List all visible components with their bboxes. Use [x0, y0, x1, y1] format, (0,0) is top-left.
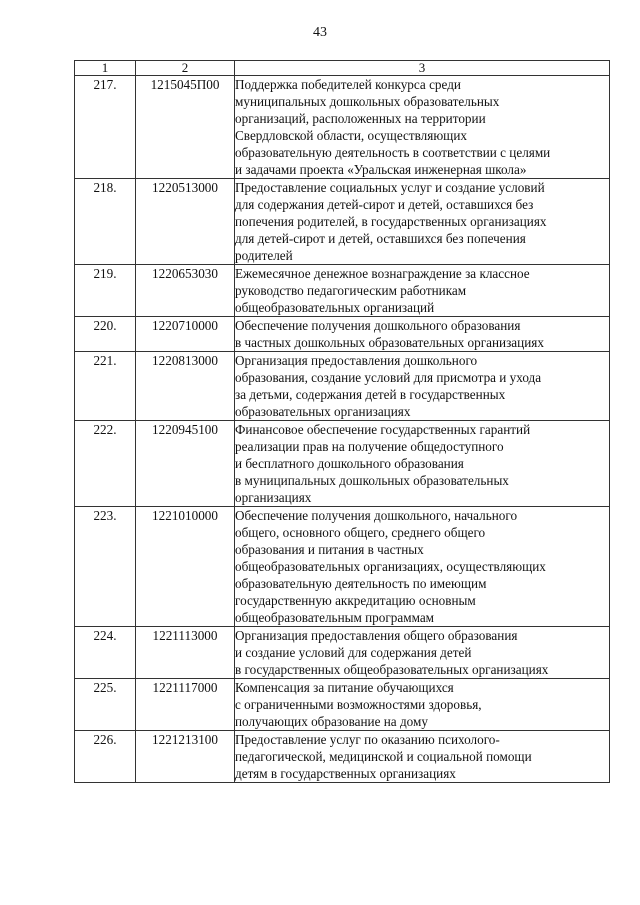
- row-code: 1220653030: [136, 265, 235, 317]
- description-line: Ежемесячное денежное вознаграждение за классное: [235, 266, 530, 281]
- description-line: общеобразовательных организаций: [235, 300, 435, 315]
- row-code: 1221213100: [136, 731, 235, 783]
- description-line: в муниципальных дошкольных образовательных: [235, 473, 509, 488]
- table-row: [75, 265, 610, 317]
- row-number: 219.: [75, 265, 136, 317]
- description-line: организаций, расположенных на территории: [235, 111, 486, 126]
- row-number: 217.: [75, 76, 136, 179]
- description-line: получающих образование на дому: [235, 714, 428, 729]
- description-line: и бесплатного дошкольного образования: [235, 456, 464, 471]
- row-code: 1215045П00: [136, 76, 235, 179]
- column-header-number: 1: [75, 61, 136, 76]
- row-code: 1220710000: [136, 317, 235, 352]
- description-line: и задачами проекта «Уральская инженерная школа»: [235, 162, 527, 177]
- table-row: [75, 421, 610, 507]
- row-description: [235, 76, 610, 179]
- table-row: [75, 679, 610, 731]
- row-number: 221.: [75, 352, 136, 421]
- description-line: в государственных общеобразовательных организациях: [235, 662, 549, 677]
- row-code: 1221113000: [136, 627, 235, 679]
- description-line: за детьми, содержания детей в государственных: [235, 387, 506, 402]
- budget-classification-table: [74, 60, 610, 783]
- description-line: с ограниченными возможностями здоровья,: [235, 697, 482, 712]
- description-line: руководство педагогическим работникам: [235, 283, 467, 298]
- row-description: [235, 679, 610, 731]
- row-description: [235, 352, 610, 421]
- row-code: 1221117000: [136, 679, 235, 731]
- column-header-description: 3: [235, 61, 610, 76]
- description-line: Организация предоставления общего образования: [235, 628, 518, 643]
- row-number: 224.: [75, 627, 136, 679]
- row-number: 220.: [75, 317, 136, 352]
- column-header-code: 2: [136, 61, 235, 76]
- description-line: Компенсация за питание обучающихся: [235, 680, 454, 695]
- description-line: общего, основного общего, среднего общего: [235, 525, 486, 540]
- description-line: для детей-сирот и детей, оставшихся без попечения: [235, 231, 526, 246]
- table-row: [75, 507, 610, 627]
- row-number: 226.: [75, 731, 136, 783]
- header-row: [75, 61, 610, 76]
- description-line: попечения родителей, в государственных организациях: [235, 214, 547, 229]
- description-line: и создание условий для содержания детей: [235, 645, 472, 660]
- description-line: родителей: [235, 248, 293, 263]
- description-line: образовательных организациях: [235, 404, 411, 419]
- row-description: [235, 179, 610, 265]
- table-row: [75, 627, 610, 679]
- row-description: [235, 627, 610, 679]
- description-line: в частных дошкольных образовательных организациях: [235, 335, 544, 350]
- row-code: 1221010000: [136, 507, 235, 627]
- description-line: образовательную деятельность по имеющим: [235, 576, 487, 591]
- description-line: Поддержка победителей конкурса среди: [235, 77, 461, 92]
- row-description: [235, 507, 610, 627]
- table-row: [75, 352, 610, 421]
- row-code: 1220945100: [136, 421, 235, 507]
- description-line: общеобразовательных организациях, осуществляющих: [235, 559, 546, 574]
- description-line: Финансовое обеспечение государственных гарантий: [235, 422, 531, 437]
- description-line: Свердловской области, осуществляющих: [235, 128, 467, 143]
- description-line: общеобразовательным программам: [235, 610, 435, 625]
- description-line: Обеспечение получения дошкольного образования: [235, 318, 521, 333]
- description-line: Организация предоставления дошкольного: [235, 353, 478, 368]
- description-line: детям в государственных организациях: [235, 766, 456, 781]
- description-line: Предоставление услуг по оказанию психолого-: [235, 732, 500, 747]
- table-row: [75, 76, 610, 179]
- description-line: Обеспечение получения дошкольного, начального: [235, 508, 518, 523]
- row-number: 222.: [75, 421, 136, 507]
- description-line: государственную аккредитацию основным: [235, 593, 476, 608]
- row-number: 225.: [75, 679, 136, 731]
- table-row: [75, 179, 610, 265]
- row-number: 218.: [75, 179, 136, 265]
- description-line: образования, создание условий для присмотра и ухода: [235, 370, 542, 385]
- description-line: образования и питания в частных: [235, 542, 424, 557]
- row-number: 223.: [75, 507, 136, 627]
- page-number: 43: [313, 25, 327, 40]
- table-row: [75, 317, 610, 352]
- row-description: [235, 731, 610, 783]
- description-line: Предоставление социальных услуг и создание условий: [235, 180, 545, 195]
- description-line: педагогической, медицинской и социальной помощи: [235, 749, 532, 764]
- row-code: 1220813000: [136, 352, 235, 421]
- row-description: [235, 317, 610, 352]
- description-line: реализации прав на получение общедоступного: [235, 439, 504, 454]
- row-description: [235, 421, 610, 507]
- table-row: [75, 731, 610, 783]
- description-line: для содержания детей-сирот и детей, оставшихся без: [235, 197, 534, 212]
- description-line: муниципальных дошкольных образовательных: [235, 94, 500, 109]
- row-description: [235, 265, 610, 317]
- row-code: 1220513000: [136, 179, 235, 265]
- description-line: образовательную деятельность в соответствии с целями: [235, 145, 551, 160]
- description-line: организациях: [235, 490, 312, 505]
